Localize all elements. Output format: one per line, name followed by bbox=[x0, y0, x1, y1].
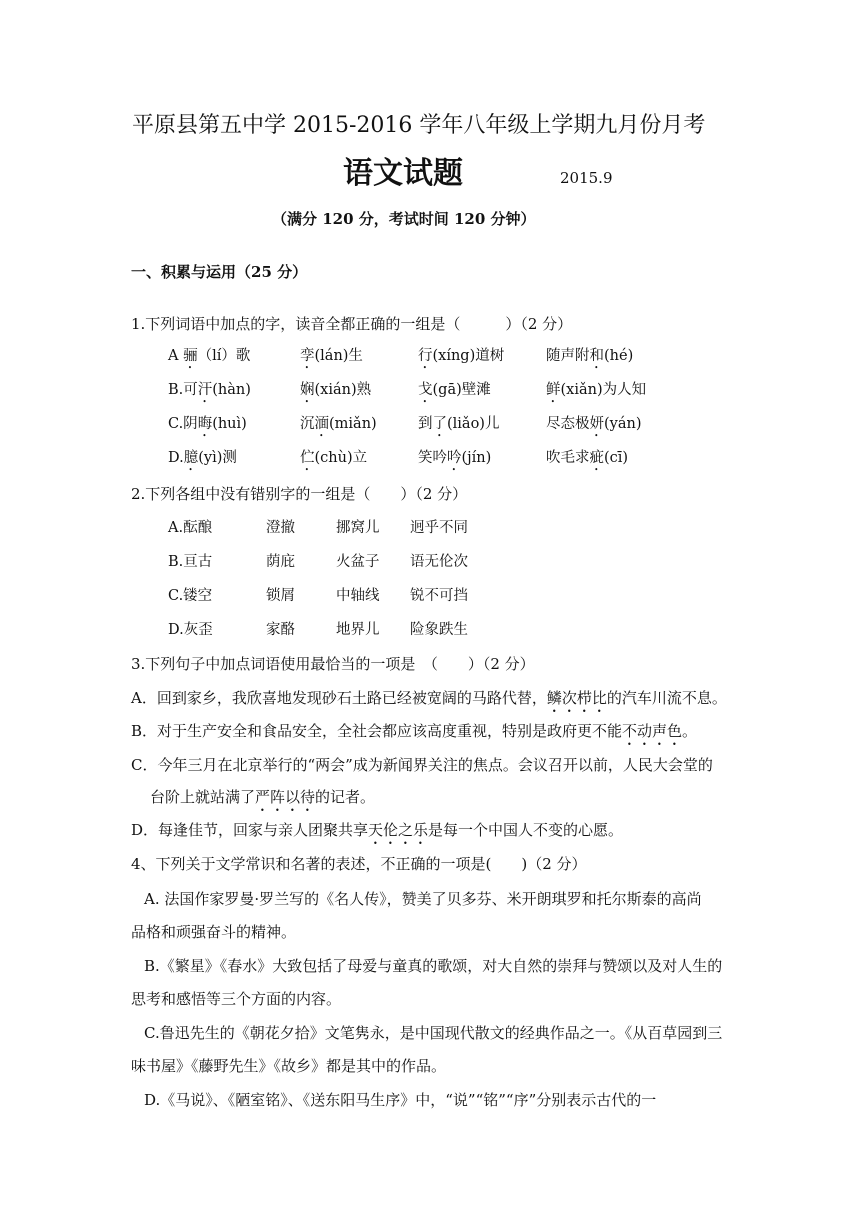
option-text: (cī) bbox=[604, 450, 629, 466]
question-2-option-item: 澄撤 bbox=[266, 520, 295, 536]
option-text: A bbox=[168, 348, 184, 364]
option-text: (liǎo)儿 bbox=[447, 416, 500, 432]
option-text: (lán)生 bbox=[314, 348, 363, 364]
question-4-option-c-line2: 味书屋》《藤野先生》《故乡》都是其中的作品。 bbox=[131, 1057, 447, 1075]
question-1-stem: 1.下列词语中加点的字，读音全都正确的一组是（ ）（2 分） bbox=[131, 315, 573, 333]
question-4-stem: 4、下列关于文学常识和名著的表述，不正确的一项是( )（2 分） bbox=[131, 855, 587, 873]
question-2-option-item: 锐不可挡 bbox=[410, 588, 468, 604]
exam-score-time-note: （满分 120 分，考试时间 120 分钟） bbox=[272, 210, 536, 228]
question-3-option-d bbox=[131, 820, 623, 848]
exam-date: 2015.9 bbox=[560, 169, 613, 187]
question-2-option-item: 挪窝儿 bbox=[336, 520, 380, 536]
option-text: (chù)立 bbox=[314, 450, 368, 466]
question-2-option-item: 中轴线 bbox=[336, 588, 380, 604]
dotted-term: 不动声色 bbox=[622, 722, 683, 740]
dotted-char: 了 bbox=[432, 416, 447, 432]
question-2-option-item: 迥乎不同 bbox=[410, 520, 468, 536]
dotted-char: 孪 bbox=[300, 348, 315, 364]
dotted-term: 天伦之乐 bbox=[368, 821, 429, 839]
dotted-char: 疵 bbox=[589, 450, 604, 466]
question-1-option-item bbox=[418, 380, 491, 406]
dotted-char: 吟 bbox=[447, 450, 462, 466]
option-text: 台阶上就站满了 bbox=[150, 788, 256, 806]
option-text: (hàn) bbox=[212, 382, 251, 398]
dotted-char: 湎 bbox=[314, 416, 329, 432]
option-text: (jín) bbox=[461, 450, 492, 466]
option-text: B．对于生产安全和食品安全，全社会都应该高度重视，特别是政府更不能 bbox=[131, 722, 623, 740]
question-1-option-item bbox=[418, 414, 499, 440]
dotted-char: 汗 bbox=[197, 382, 213, 398]
question-1-option-item bbox=[168, 414, 247, 440]
option-text: (xiǎn)为人知 bbox=[560, 382, 647, 398]
question-3-stem: 3.下列句子中加点词语使用最恰当的一项是 （ ）（2 分） bbox=[131, 655, 535, 673]
question-2-option-item: 锁屑 bbox=[266, 588, 295, 604]
question-2-option-item: 荫庇 bbox=[266, 554, 295, 570]
dotted-char: 晦 bbox=[197, 416, 213, 432]
option-text: D. bbox=[168, 450, 184, 466]
question-4-option-c-line1: C.鲁迅先生的《朝花夕拾》文笔隽永，是中国现代散文的经典作品之一。《从百草园到三 bbox=[144, 1024, 723, 1042]
option-text: 吹毛求 bbox=[546, 450, 590, 466]
option-text: 的汽车川流不息。 bbox=[606, 689, 727, 707]
option-text: (xíng)道树 bbox=[432, 348, 505, 364]
option-text: B.可 bbox=[168, 382, 198, 398]
question-2-stem: 2.下列各组中没有错别字的一组是（ ）（2 分） bbox=[131, 485, 468, 503]
option-text: (xián)熟 bbox=[314, 382, 372, 398]
section-heading: 一、积累与运用（25 分） bbox=[131, 263, 308, 281]
question-1-option-item bbox=[168, 346, 250, 372]
question-1-option-item bbox=[418, 448, 491, 474]
question-1-option-item bbox=[546, 346, 633, 372]
question-1-option-item bbox=[546, 448, 628, 474]
question-2-option-item: D.灰歪 bbox=[168, 622, 213, 638]
question-1-option-item bbox=[300, 414, 377, 440]
option-text: 尽态极 bbox=[546, 416, 590, 432]
question-1-option-item bbox=[300, 346, 363, 372]
option-text: 到 bbox=[418, 416, 433, 432]
question-4-option-b-line2: 思考和感悟等三个方面的内容。 bbox=[131, 990, 342, 1008]
dotted-char: 臆 bbox=[183, 450, 199, 466]
dotted-char: 骊 bbox=[183, 348, 198, 364]
option-text: 的记者。 bbox=[315, 788, 376, 806]
dotted-char: 和 bbox=[589, 348, 604, 364]
question-3-option-c-line1: C．今年三月在北京举行的“两会”成为新闻界关注的焦点。会议召开以前，人民大会堂的 bbox=[131, 756, 713, 774]
dotted-char: 行 bbox=[418, 348, 433, 364]
question-1-option-item bbox=[418, 346, 504, 372]
question-2-option-item: 险象跌生 bbox=[410, 622, 468, 638]
question-2-option-item: C.镂空 bbox=[168, 588, 213, 604]
dotted-char: 娴 bbox=[300, 382, 315, 398]
question-4-option-a-line1: A. 法国作家罗曼·罗兰写的《名人传》，赞美了贝多芬、米开朗琪罗和托尔斯泰的高尚 bbox=[144, 890, 702, 908]
question-2-option-item: A.酝酿 bbox=[168, 520, 213, 536]
option-text: (miǎn) bbox=[329, 416, 377, 432]
question-1-option-item bbox=[300, 448, 367, 474]
option-text: D．每逢佳节，回家与亲人团聚共享 bbox=[131, 821, 369, 839]
question-1-option-item bbox=[168, 448, 237, 474]
option-text: (yì)测 bbox=[198, 450, 237, 466]
question-1-option-item bbox=[168, 380, 251, 406]
question-1-option-item bbox=[300, 380, 371, 406]
dotted-char: 戈 bbox=[418, 382, 433, 398]
dotted-char: 鲜 bbox=[546, 382, 561, 398]
option-text: 随声附 bbox=[546, 348, 590, 364]
option-text: (huì) bbox=[212, 416, 247, 432]
dotted-term: 鳞次栉比 bbox=[546, 689, 607, 707]
question-4-option-d-line1: D.《马说》、《陋室铭》、《送东阳马生序》中，“说”“铭”“序”分别表示古代的一 bbox=[144, 1091, 657, 1109]
question-3-option-c-line2 bbox=[150, 787, 375, 815]
question-2-option-item: 家酪 bbox=[266, 622, 295, 638]
option-text: A．回到家乡，我欣喜地发现砂石土路已经被宽阔的马路代替， bbox=[131, 689, 547, 707]
question-1-option-item bbox=[546, 380, 646, 406]
question-2-option-item: 地界儿 bbox=[336, 622, 380, 638]
exam-school-title: 平原县第五中学 2015-2016 学年八年级上学期九月份月考 bbox=[132, 113, 706, 138]
exam-subject-title: 语文试题 bbox=[343, 156, 463, 191]
dotted-char: 妍 bbox=[589, 416, 604, 432]
option-text: 是每一个中国人不变的心愿。 bbox=[428, 821, 624, 839]
dotted-char: 伫 bbox=[300, 450, 315, 466]
question-4-option-a-line2: 品格和顽强奋斗的精神。 bbox=[131, 923, 297, 941]
question-2-option-item: 语无伦次 bbox=[410, 554, 468, 570]
dotted-term: 严阵以待 bbox=[255, 788, 316, 806]
question-3-option-b bbox=[131, 721, 697, 749]
option-text: （lí）歌 bbox=[197, 348, 251, 364]
option-text: C.阴 bbox=[168, 416, 198, 432]
question-4-option-b-line1: B.《繁星》《春水》大致包括了母爱与童真的歌颂，对大自然的崇拜与赞颂以及对人生的 bbox=[144, 957, 723, 975]
question-1-option-item bbox=[546, 414, 642, 440]
option-text: 笑吟 bbox=[418, 450, 447, 466]
option-text: (hé) bbox=[604, 348, 634, 364]
option-text: (gā)壁滩 bbox=[432, 382, 491, 398]
question-3-option-a bbox=[131, 688, 727, 716]
question-2-option-item: B.亘古 bbox=[168, 554, 213, 570]
option-text: (yán) bbox=[604, 416, 642, 432]
question-2-option-item: 火盆子 bbox=[336, 554, 380, 570]
option-text: 沉 bbox=[300, 416, 315, 432]
option-text: 。 bbox=[682, 722, 698, 740]
